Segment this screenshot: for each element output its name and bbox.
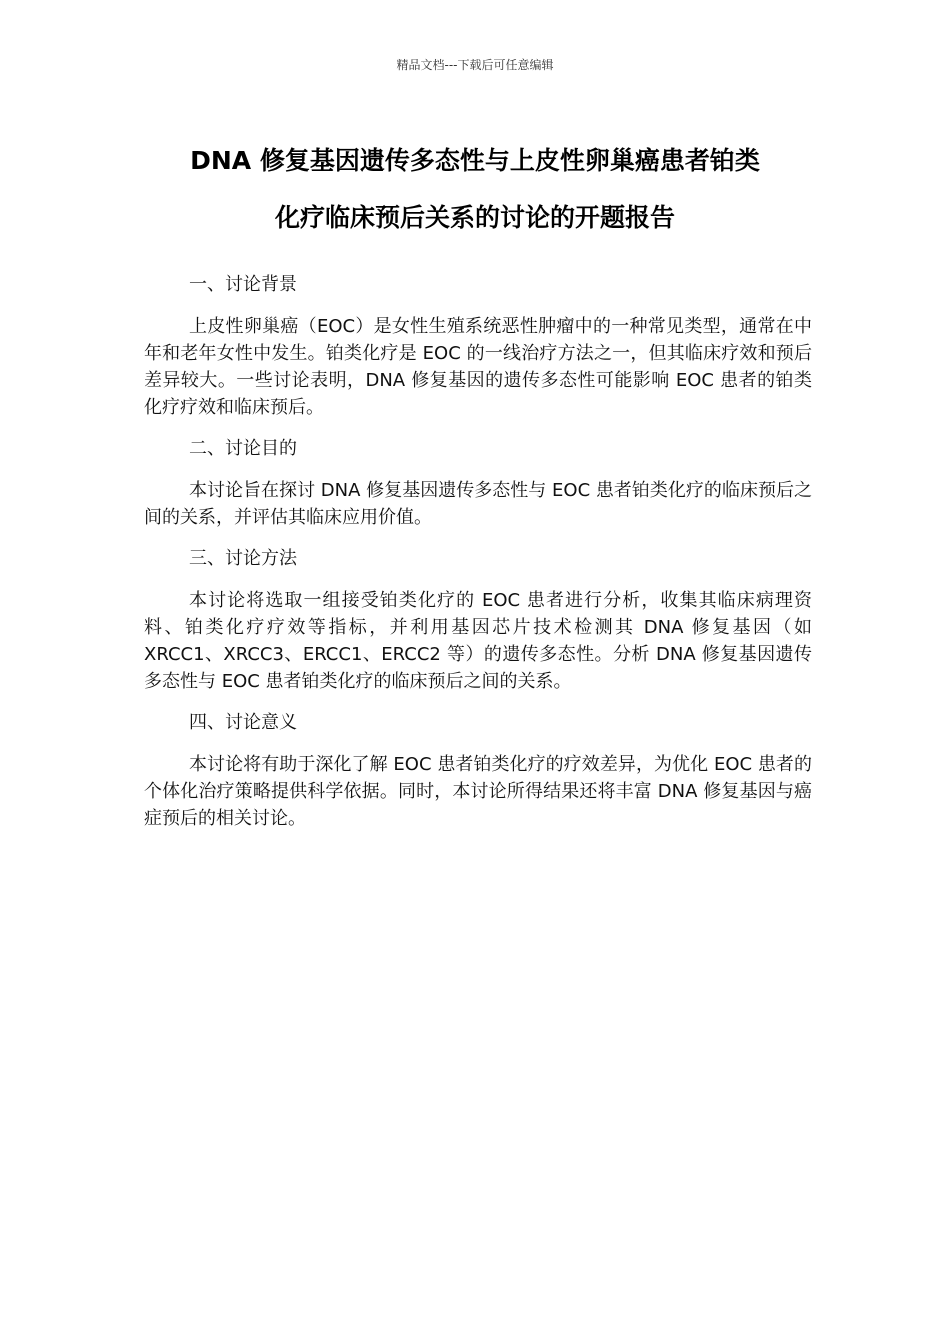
document-body bbox=[144, 270, 812, 845]
title-line-2: 化疗临床预后关系的讨论的开题报告 bbox=[274, 203, 675, 232]
title-line-1: DNA 修复基因遗传多态性与上皮性卵巢癌患者铂类 bbox=[190, 146, 760, 175]
section-heading-background: 一、讨论背景 bbox=[189, 274, 297, 295]
section-body-purpose: 本讨论旨在探讨 DNA 修复基因遗传多态性与 EOC 患者铂类化疗的临床预后之间的关系，并评估其临床应用价值。 bbox=[144, 480, 812, 528]
document-title bbox=[100, 132, 850, 246]
section-body-method: 本讨论将选取一组接受铂类化疗的 EOC 患者进行分析，收集其临床病理资料、铂类化疗疗效等指标，并利用基因芯片技术检测其 DNA 修复基因（如 XRCC1、XRCC3、ERCC1、ERCC2 等）的遗传多态性。分析 DNA 修复基因遗传多态性与 EOC 患者铂类化疗的临床预后之间的关系。 bbox=[144, 590, 812, 692]
header-note: 精品文档---下载后可任意编辑 bbox=[396, 58, 554, 72]
section-heading-purpose: 二、讨论目的 bbox=[189, 438, 297, 459]
section-heading-significance: 四、讨论意义 bbox=[189, 712, 297, 733]
section-body-significance: 本讨论将有助于深化了解 EOC 患者铂类化疗的疗效差异，为优化 EOC 患者的个体化治疗策略提供科学依据。同时，本讨论所得结果还将丰富 DNA 修复基因与癌症预后的相关讨论。 bbox=[144, 754, 812, 829]
section-body-background: 上皮性卵巢癌（EOC）是女性生殖系统恶性肿瘤中的一种常见类型，通常在中年和老年女性中发生。铂类化疗是 EOC 的一线治疗方法之一，但其临床疗效和预后差异较大。一些讨论表明，DNA 修复基因的遗传多态性可能影响 EOC 患者的铂类化疗疗效和临床预后。 bbox=[144, 316, 812, 418]
section-heading-method: 三、讨论方法 bbox=[189, 548, 297, 569]
